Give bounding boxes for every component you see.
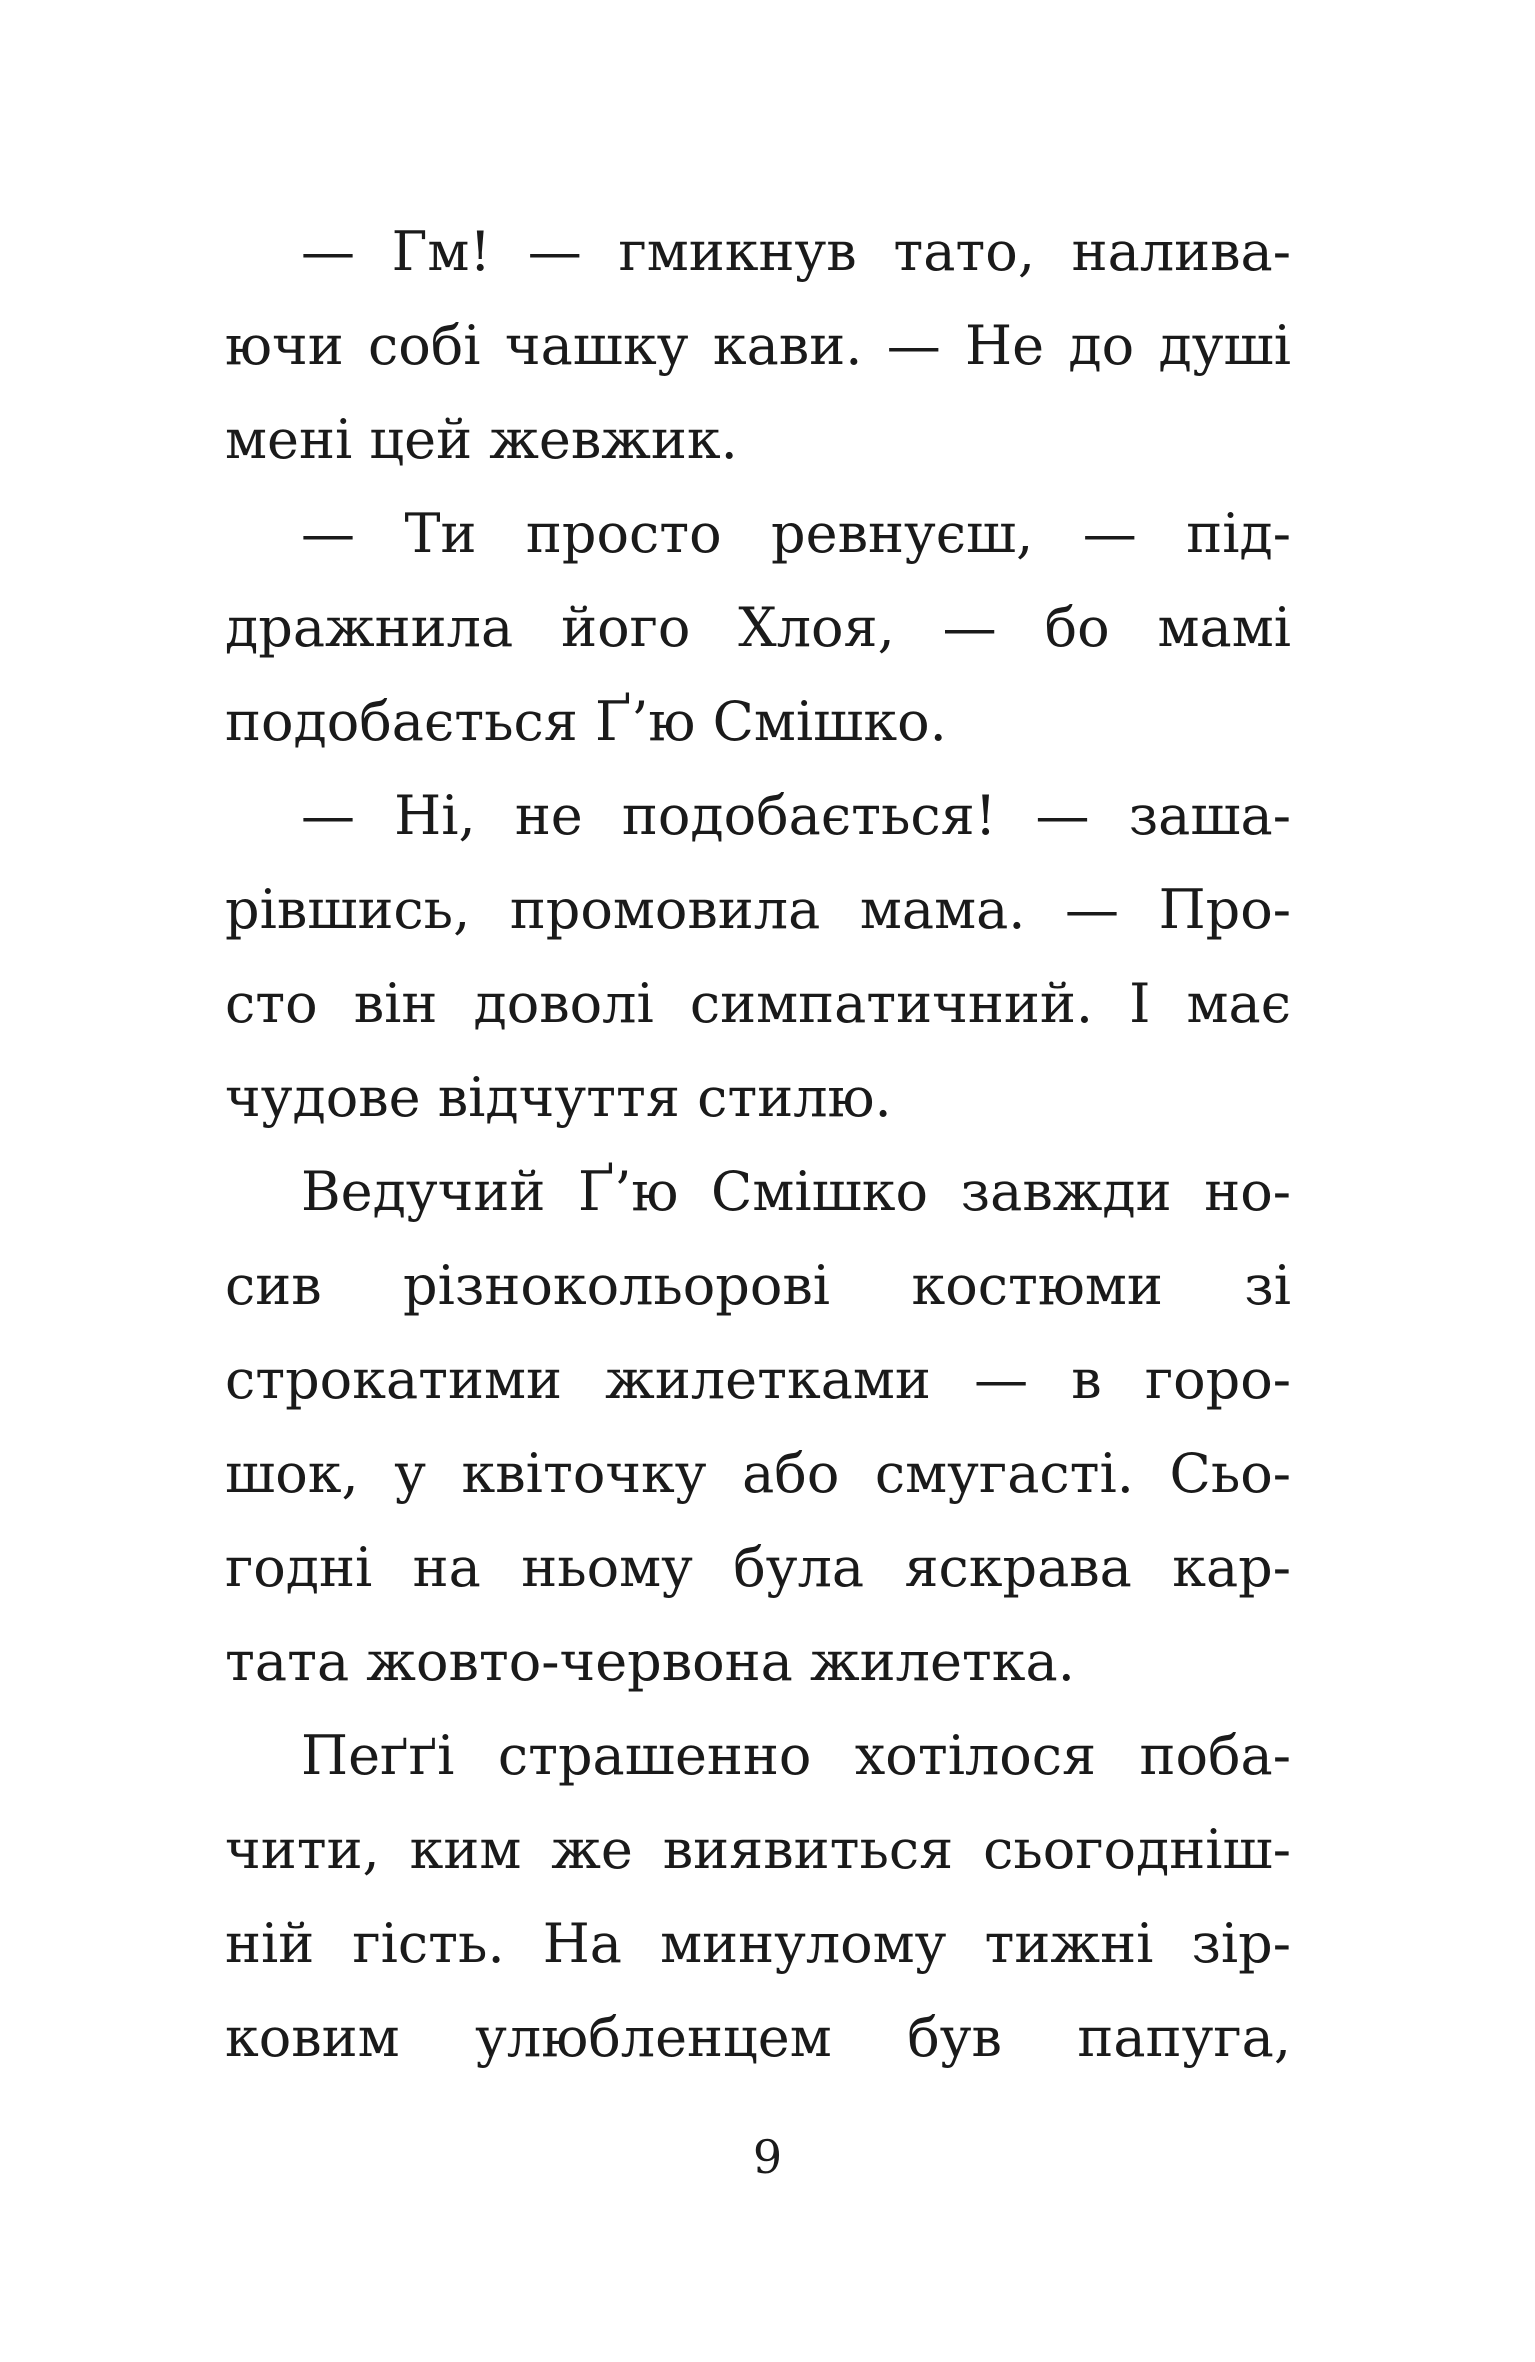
paragraph-4-line-6: тата жовто-червона жилетка. [225,1630,1075,1693]
paragraph-4-line-2: сив різнокольорові костюми зі [225,1254,1291,1317]
paragraph-3-line-4: чудове відчуття стилю. [225,1066,892,1129]
paragraph-4-line-1: Ведучий Ґ’ю Смішко завжди но- [301,1160,1291,1223]
paragraph-3-line-3: сто він доволі симпатичний. І має [225,972,1291,1035]
paragraph-1-line-1: — Гм! — гмикнув тато, налива- [301,220,1291,283]
paragraph-5-line-1: Пеґґі страшенно хотілося поба- [301,1724,1291,1787]
paragraph-2-line-3: подобається Ґ’ю Смішко. [225,690,947,753]
paragraph-1-line-2: ючи собі чашку кави. — Не до душі [225,314,1291,377]
paragraph-4-line-4: шок, у квіточку або смугасті. Сьо- [225,1442,1291,1505]
paragraph-3-line-1: — Ні, не подобається! — заша- [301,784,1291,847]
paragraph-4-line-5: годні на ньому була яскрава кар- [225,1536,1291,1599]
paragraph-5-line-4: ковим улюбленцем був папуга, [225,2006,1291,2069]
page-number: 9 [752,2130,783,2184]
paragraph-3-line-2: рівшись, промовила мама. — Про- [225,878,1291,941]
paragraph-5-line-3: ній гість. На минулому тижні зір- [225,1912,1291,1975]
paragraph-2-line-2: дражнила його Хлоя, — бо мамі [225,596,1291,659]
paragraph-2-line-1: — Ти просто ревнуєш, — під- [301,502,1291,565]
paragraph-5-line-2: чити, ким же виявиться сьогодніш- [225,1818,1291,1881]
paragraph-1-line-3: мені цей жевжик. [225,408,738,471]
body-text [225,205,1291,2085]
paragraph-4-line-3: строкатими жилетками — в горо- [225,1348,1291,1411]
